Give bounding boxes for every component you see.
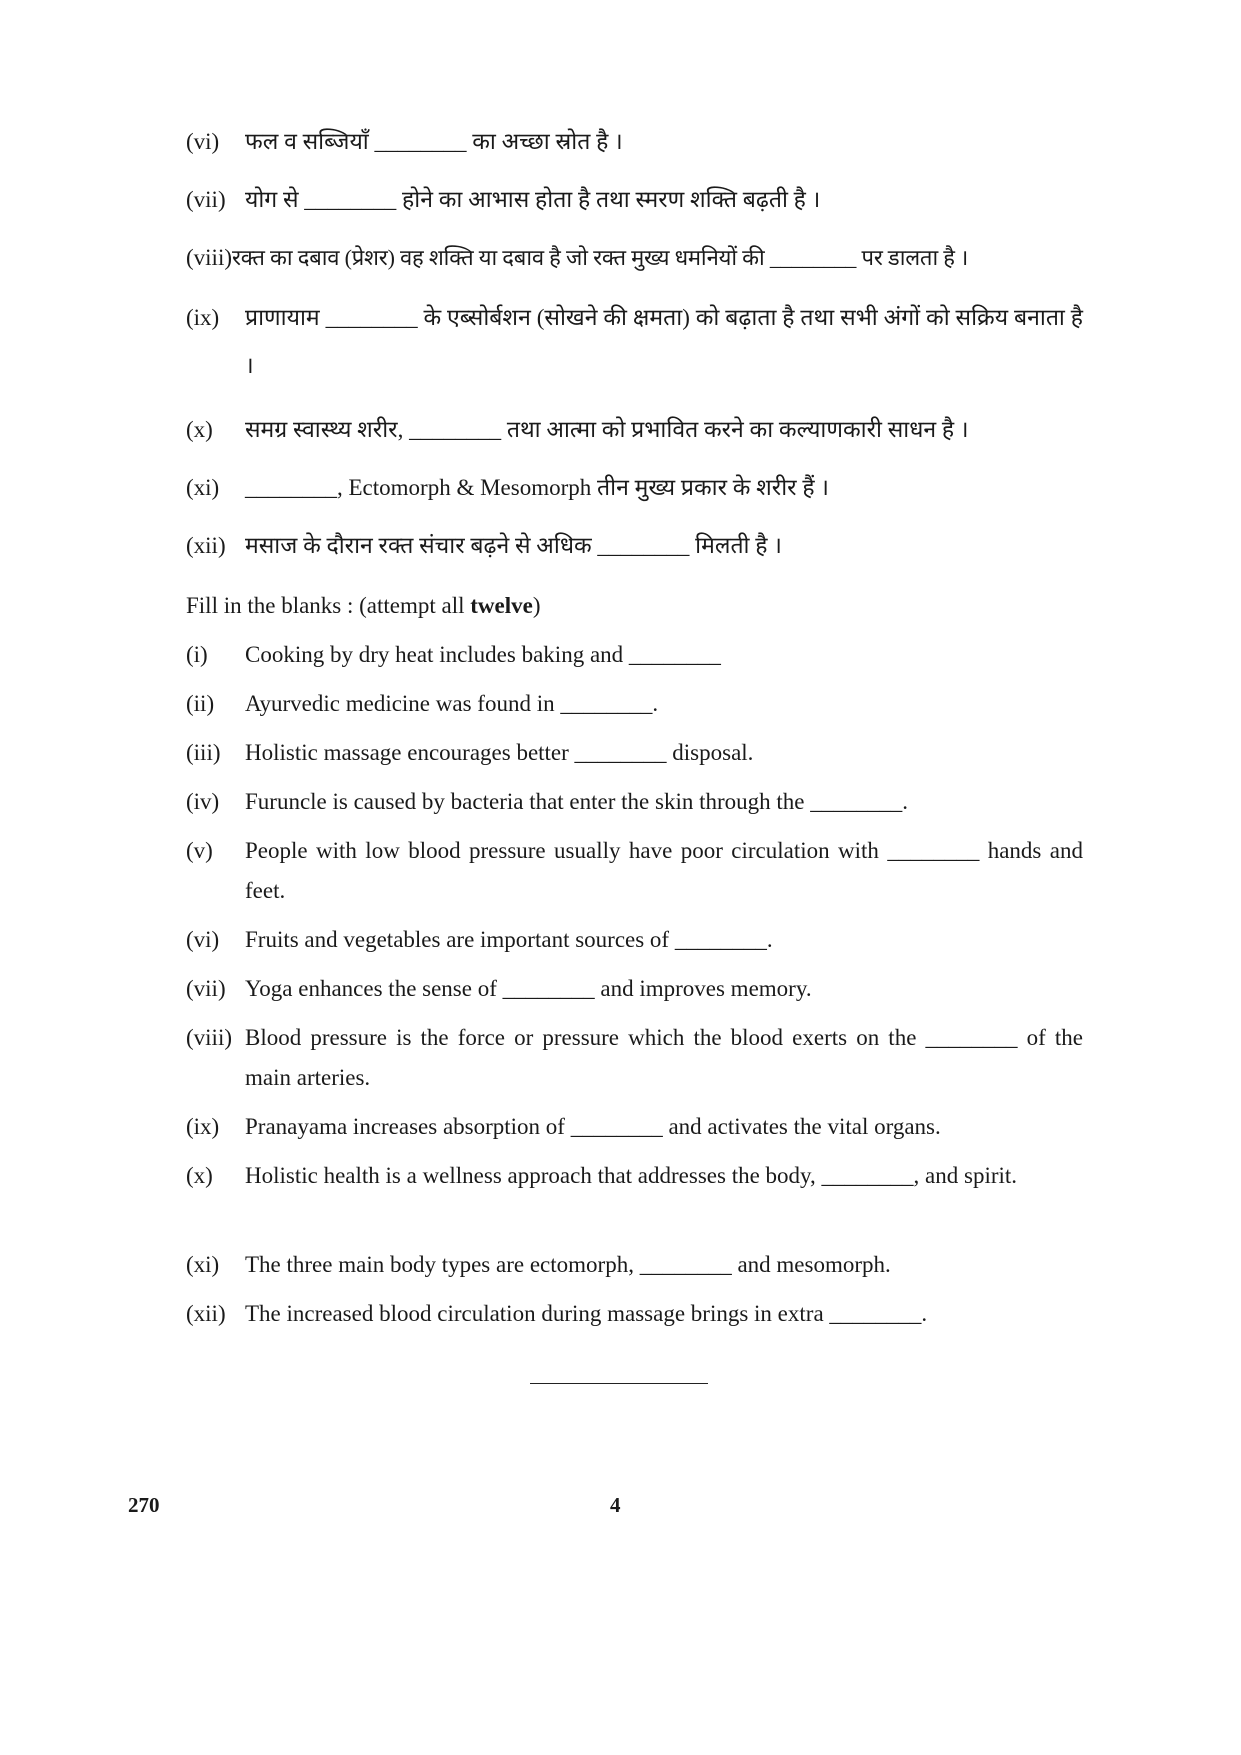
question-text: Holistic massage encourages better ________ disposal.	[245, 740, 754, 765]
question-text: योग से ________ होने का आभास होता है तथा स्मरण शक्ति बढ़ती है ।	[245, 187, 821, 212]
english-question-iii	[186, 733, 1086, 773]
instruction-prefix: Fill in the blanks : (attempt all	[186, 593, 471, 618]
question-number: (x)	[186, 417, 213, 442]
question-paper-code: 270	[128, 1493, 160, 1517]
hindi-question-vi	[186, 122, 1086, 162]
question-number: (iii)	[186, 740, 221, 765]
question-number: (vii)	[186, 187, 226, 212]
question-text: The three main body types are ectomorph, ________ and mesomorph.	[245, 1252, 891, 1277]
english-question-x	[186, 1156, 1086, 1196]
question-number: (vi)	[186, 129, 220, 154]
question-text: The increased blood circulation during massage brings in extra ________.	[245, 1301, 928, 1326]
question-text: समग्र स्वास्थ्य शरीर, ________ तथा आत्मा को प्रभावित करने का कल्याणकारी साधन है ।	[245, 417, 969, 442]
question-number: (ix)	[186, 1114, 220, 1139]
page-number: 4	[610, 1493, 621, 1517]
question-text: Pranayama increases absorption of ________ and activates the vital organs.	[245, 1114, 941, 1139]
question-text: People with low blood pressure usually have poor circulation with ________ hands and feet.	[245, 838, 1083, 903]
question-number: (vii)	[186, 976, 226, 1001]
hindi-question-xi	[186, 468, 1086, 508]
question-number: (xii)	[186, 533, 226, 558]
english-question-vii	[186, 969, 1086, 1009]
question-text: फल व सब्जियाँ ________ का अच्छा स्रोत है ।	[245, 129, 623, 154]
question-number: (xii)	[186, 1301, 226, 1326]
hindi-question-viii	[186, 238, 1066, 278]
question-number: (ix)	[186, 305, 220, 330]
english-question-vi	[186, 920, 1086, 960]
english-question-xii	[186, 1294, 1086, 1334]
instruction-suffix: )	[532, 593, 541, 618]
question-text: Furuncle is caused by bacteria that enter the skin through the ________.	[245, 789, 908, 814]
question-text: रक्त का दबाव (प्रेशर) वह शक्ति या दबाव है जो रक्त मुख्य धमनियों की ________ पर डालता है ।	[232, 245, 969, 270]
question-number: (iv)	[186, 789, 220, 814]
question-text: Fruits and vegetables are important sources of ________.	[245, 927, 773, 952]
english-question-i	[186, 635, 1086, 675]
end-rule	[530, 1383, 708, 1384]
question-number: (xi)	[186, 475, 220, 500]
question-text: ________, Ectomorph & Mesomorph तीन मुख्य प्रकार के शरीर हैं ।	[245, 475, 829, 500]
question-number: (vi)	[186, 927, 220, 952]
question-number: (x)	[186, 1163, 213, 1188]
question-text: Holistic health is a wellness approach that addresses the body, ________, and spirit.	[245, 1163, 1018, 1188]
english-question-ix	[186, 1107, 1086, 1147]
question-number: (xi)	[186, 1252, 220, 1277]
question-number: (v)	[186, 838, 213, 863]
question-number: (ii)	[186, 691, 215, 716]
question-number: (viii)	[186, 1025, 232, 1050]
hindi-question-x	[186, 410, 1086, 450]
question-text: प्राणायाम ________ के एब्सोर्बशन (सोखने की क्षमता) को बढ़ाता है तथा सभी अंगों को सक्रिय बनाता है ।	[245, 305, 1083, 378]
instruction-bold: twelve	[470, 593, 533, 618]
question-text: Cooking by dry heat includes baking and ________	[245, 642, 721, 667]
question-text: Ayurvedic medicine was found in ________.	[245, 691, 659, 716]
question-number: (i)	[186, 642, 208, 667]
english-question-viii	[186, 1018, 1086, 1098]
hindi-question-vii	[186, 180, 1086, 220]
english-question-iv	[186, 782, 1086, 822]
question-text: मसाज के दौरान रक्त संचार बढ़ने से अधिक ________ मिलती है ।	[245, 533, 782, 558]
question-text: Blood pressure is the force or pressure which the blood exerts on the ________ of the main arteries.	[245, 1025, 1083, 1090]
question-text: Yoga enhances the sense of ________ and improves memory.	[245, 976, 812, 1001]
english-question-xi	[186, 1245, 1086, 1285]
english-question-v	[186, 831, 1086, 911]
hindi-question-ix	[186, 294, 1086, 390]
question-number: (viii)	[186, 245, 232, 270]
english-question-ii	[186, 684, 1086, 724]
hindi-question-xii	[186, 526, 1086, 566]
section-instruction	[186, 586, 541, 626]
